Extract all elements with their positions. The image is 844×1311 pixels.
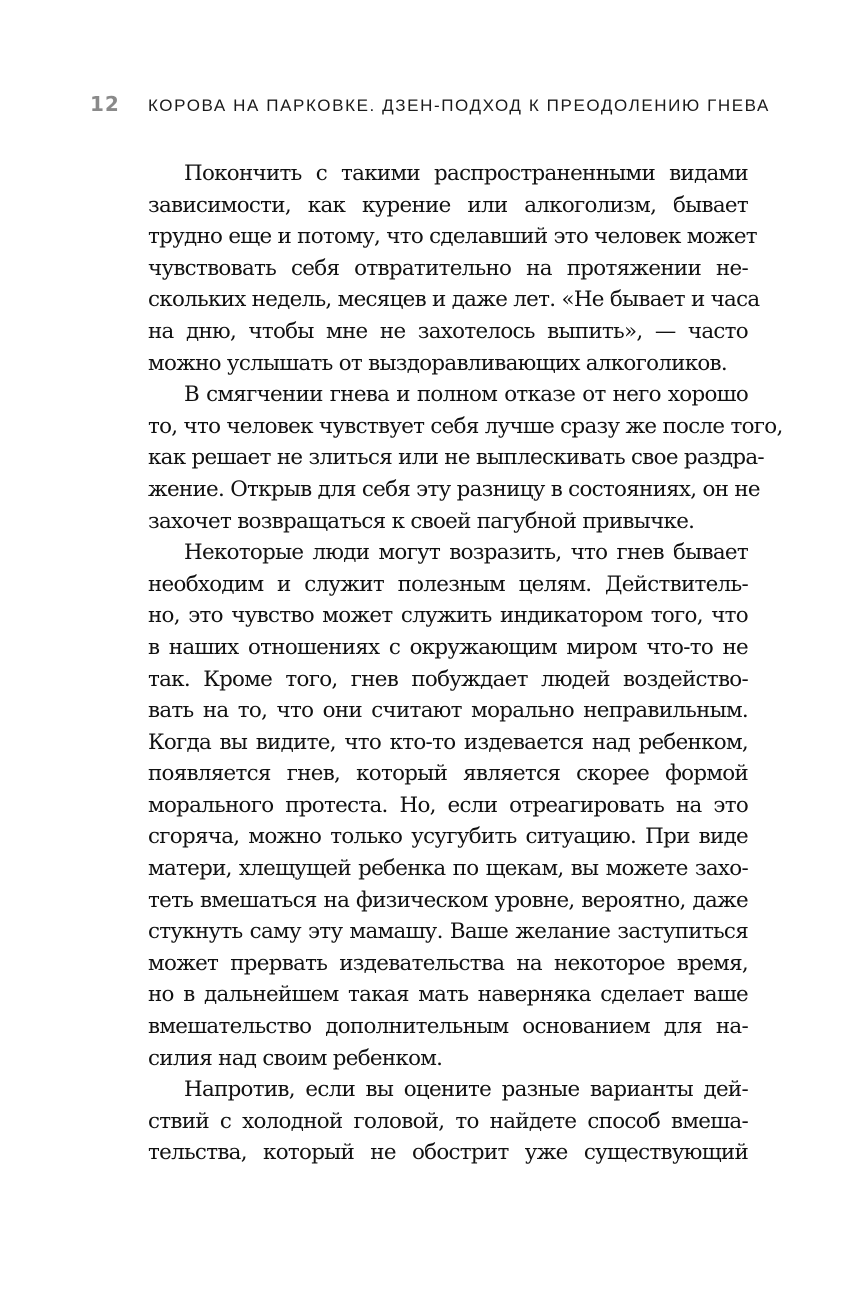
paragraph-2: [148, 379, 783, 537]
text-line: в наших отношениях с окружающим миром что-то не: [148, 634, 748, 660]
text-line: захочет возвращаться к своей пагубной привычке.: [148, 508, 695, 534]
text-line: силия над своим ребенком.: [148, 1045, 443, 1071]
text-line: Когда вы видите, что кто-то издевается над ребенком,: [148, 729, 748, 755]
paragraph-1: [148, 158, 760, 379]
text-line: морального протеста. Но, если отреагировать на это: [148, 792, 748, 818]
paragraph-4: [148, 1074, 748, 1169]
running-title: КОРОВА НА ПАРКОВКЕ. ДЗЕН-ПОДХОД К ПРЕОДОЛЕНИЮ ГНЕВА: [148, 96, 770, 115]
text-line: стукнуть саму эту мамашу. Ваше желание заступиться: [148, 919, 748, 945]
text-line: Покончить с такими распространенными видами: [184, 161, 748, 186]
text-line: вать на то, что они считают морально неправильным.: [148, 698, 748, 724]
text-line: так. Кроме того, гнев побуждает людей воздейство-: [148, 666, 748, 692]
text-line: зависимости, как курение или алкоголизм, бывает: [148, 192, 748, 218]
text-line: тельства, который не обострит уже существующий: [148, 1140, 748, 1166]
text-line: может прервать издевательства на некоторое время,: [148, 950, 748, 976]
text-line: Некоторые люди могут возразить, что гнев бывает: [184, 540, 748, 566]
text-line: как решает не злиться или не выплескивать свое раздра-: [148, 445, 764, 471]
text-line: матери, хлещущей ребенка по щекам, вы можете захо-: [148, 856, 748, 882]
text-line: В смягчении гнева и полном отказе от него хорошо: [184, 382, 748, 408]
page-number: 12: [90, 92, 120, 116]
text-line: сгоряча, можно только усугубить ситуацию. При виде: [148, 824, 748, 850]
paragraph-3: [148, 537, 748, 1074]
text-line: теть вмешаться на физическом уровне, вероятно, даже: [148, 887, 748, 913]
text-line: можно услышать от выздоравливающих алкоголиков.: [148, 350, 727, 376]
text-line: но в дальнейшем такая мать наверняка сделает ваше: [148, 982, 748, 1008]
text-line: ствий с холодной головой, то найдете способ вмеша-: [148, 1108, 748, 1134]
text-line: чувствовать себя отвратительно на протяжении не-: [148, 255, 748, 281]
text-line: жение. Открыв для себя эту разницу в состояниях, он не: [148, 476, 760, 502]
text-line: то, что человек чувствует себя лучше сразу же после того,: [148, 413, 783, 439]
text-line: скольких недель, месяцев и даже лет. «Не бывает и часа: [148, 287, 760, 313]
body-text: [148, 158, 783, 1169]
text-line: но, это чувство может служить индикатором того, что: [148, 603, 748, 629]
text-line: вмешательство дополнительным основанием для на-: [148, 1014, 748, 1040]
text-line: Напротив, если вы оцените разные варианты дей-: [184, 1077, 748, 1103]
running-head: [90, 92, 770, 122]
text-line: необходим и служит полезным целям. Действитель-: [148, 571, 748, 597]
text-line: на дню, чтобы мне не захотелось выпить», — часто: [148, 318, 748, 344]
text-line: появляется гнев, который является скорее формой: [148, 761, 748, 787]
text-line: трудно еще и потому, что сделавший это человек может: [148, 224, 757, 250]
